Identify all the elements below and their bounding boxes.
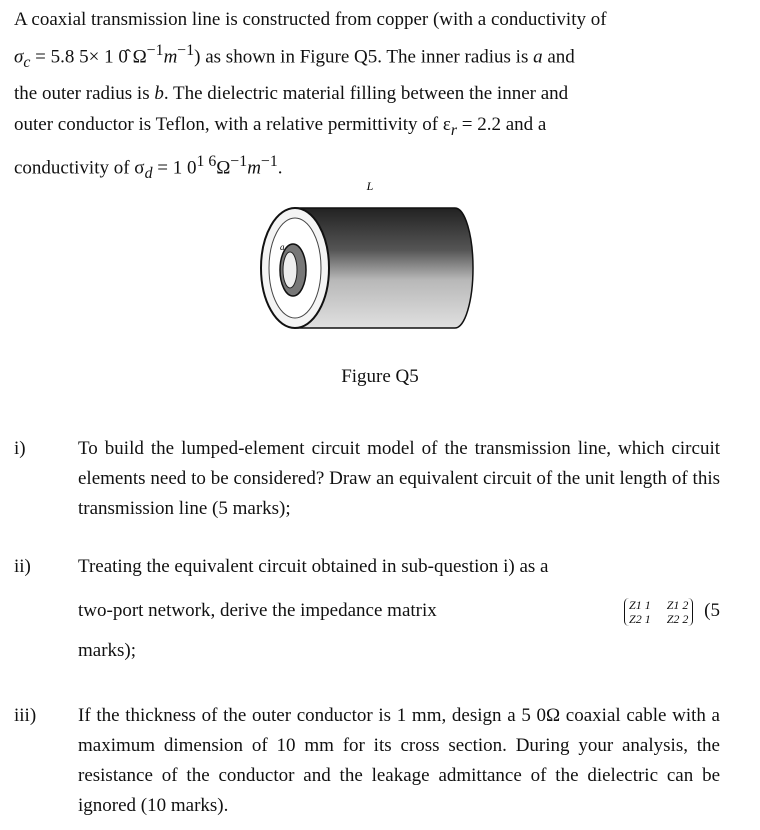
- matrix-z12: Z1 2: [666, 597, 689, 612]
- matrix-z21: Z2 1: [629, 611, 651, 626]
- intro-line-2: $\sigma_c = 5.8$ 5× 1 0̂ $\Omega^{-1}m^{-1}$) as shown in Figure Q5. The inner radius is a and: [14, 42, 575, 72]
- question-2-line-1: Treating the equivalent circuit obtained in sub-question i) as a: [78, 556, 549, 577]
- intro-line-5: conductivity of $\sigma_d = 1$ $0^{1 6}\Omega^{-1}m^{-1}$.: [14, 152, 283, 183]
- problem-intro: [14, 4, 722, 189]
- coaxial-cable-figure: [250, 178, 490, 348]
- length-label: L: [366, 179, 374, 193]
- question-number: i): [14, 438, 26, 459]
- matrix-z22: Z2 2: [666, 611, 689, 626]
- question-number: ii): [14, 556, 31, 577]
- radius-label: a: [280, 242, 285, 252]
- question-text: [78, 552, 720, 666]
- matrix-z11: Z1 1: [629, 597, 651, 612]
- inner-conductor-end: [283, 252, 297, 288]
- intro-line-1: A coaxial transmission line is constructed from copper (with a conductivity of: [14, 9, 607, 30]
- question-text: If the thickness of the outer conductor is 1 mm, design a 5 0Ω coaxial cable with a maximum dimension of 10 mm for its cross section. During your analysis, the resistance of the conductor and the leakage admittance of the dielectric can be ignored (10 marks).: [78, 705, 720, 816]
- marks-tail: (5: [704, 600, 720, 621]
- impedance-matrix: [624, 598, 693, 626]
- question-text: To build the lumped-element circuit model of the transmission line, which circuit elements need to be considered? Draw an equivalent circuit of the unit length of this transmission line (5 marks);: [78, 438, 720, 519]
- figure-caption: Figure Q5: [341, 366, 419, 387]
- intro-line-4: outer conductor is Teflon, with a relative permittivity of $\varepsilon_r = 2.2$ and a: [14, 114, 547, 139]
- question-2-line-2: two-port network, derive the impedance matrix Z1 1 Z1 2 Z2 1 Z2 2 (5: [78, 597, 720, 626]
- question-2-line-3: marks);: [78, 640, 137, 661]
- intro-line-3: the outer radius is b. The dielectric material filling between the inner and: [14, 83, 569, 105]
- question-number: iii): [14, 705, 37, 726]
